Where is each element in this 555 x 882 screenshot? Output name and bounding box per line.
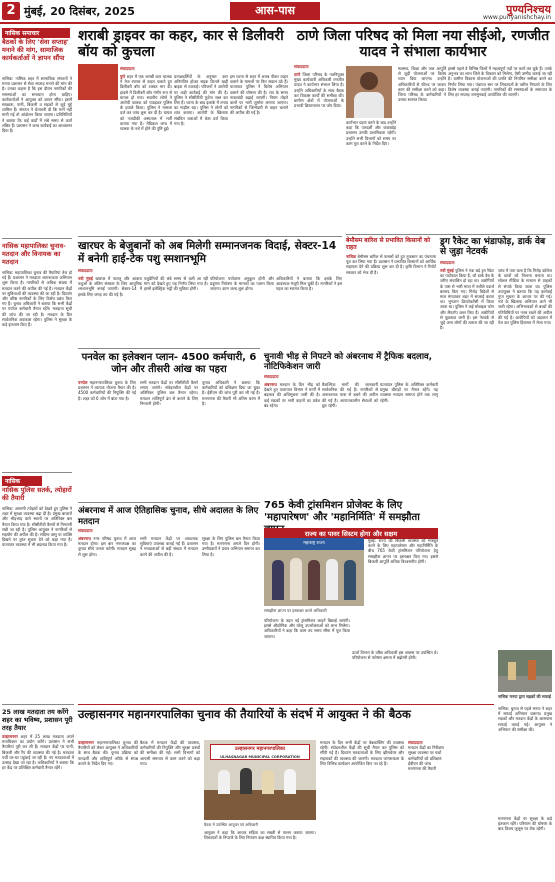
kharghar-body-1: नवी मुंबई खारघर में पालतू और आवारा पशुओं के अंतिम संस्कार के लिए आधुनिक श्मशानभूमि बनाई जाएगी। सेक्टर-14 में इसके लिए जगह तय की गई है। [78, 276, 142, 297]
kharghar-reporter: संवाददाता [78, 268, 93, 273]
kharghar-headline: खारघर के बेजुबानों को अब मिलेगी सम्मानजनक विदाई, सेक्टर-14 में बनेगी हाई-टेक पशु स्मशानभूमि [78, 240, 337, 265]
lead-body-2: प्रत्यक्षदर्शियों के अनुसार कार अनियंत्रित होकर सड़क किनारे खड़ी बाइक से टकराई। परिजनों ने आरोपी पर कड़ी कार्रवाई की मांग की है। पुलिस ने सीसीटीवी फुटेज जब्त कर लिए हैं। घटना के बाद इलाके में तनाव का माहौल रहा। पुलिस ने लोगों को शांत कराया। आरोपी के खिलाफ संबंधित धाराओं में केस दर्ज किया गया है। [174, 74, 228, 126]
divider [78, 502, 260, 503]
ulhas-reporter: संवाददाता [408, 740, 423, 745]
traffic-dateline: अंबरनाथ [264, 382, 277, 387]
divider [2, 472, 72, 473]
thane-body-4: इससे पहले वे विभिन्न जिलों में महत्वपूर्ण पदों पर कार्य कर चुके हैं। उनके अनुभव का लाभ जिले के विकास को मिलेगा, ऐसी उम्मीद जताई जा रही है। ग्रामीण विकास योजनाओं की प्रगति की नियमित समीक्षा करने का निर्णय लिया गया। पंचायत स्तर पर शिकायतों के त्वरित निपटारे के लिए विशेष व्यवस्था बनाई जाएगी। नागरिकों की समस्याओं के समाधान के लिए हर सप्ताह जनसुनवाई आयोजित की जाएगी। [448, 66, 552, 98]
drug-body-1: नवी मुंबई पुलिस ने एक बड़े ड्रग रैकेट का पर्दाफाश किया है, जो डार्क वेब के जरिए संचालित हो रहा था। आरोपियों के पास से भारी मात्रा में नशीले पदार्थ बरामद किए गए। गिरोह विदेशों से माल मंगवाकर शहर में सप्लाई करता था। भुगतान क्रिप्टोकरेंसी में किया जाता था। पुलिस ने कई मोबाइल फोन और लैपटॉप जब्त किए हैं। आरोपियों से पूछताछ जारी है। इस नेटवर्क से जुड़े अन्य लोगों की तलाश की जा रही है। [440, 268, 494, 331]
page-number: 2 [2, 2, 20, 20]
panvel-body-3: चुनाव अधिकारी ने बताया कि कर्मचारियों को प्रशिक्षण दिया जा चुका है। ईवीएम की जांच पूरी कर ली गई है। मतगणना की तैयारी भी अंतिम चरण में है। [202, 380, 260, 406]
brand-logo: पुण्यनिश्चय [506, 3, 551, 16]
ambernath-election-body-2: सभी मतदान केंद्रों पर आवश्यक सुविधाएं उपलब्ध कराई गई हैं। प्रशासन ने मतदाताओं से बड़ी संख्या में मतदान करने की अपील की है। [140, 536, 198, 557]
bmc-body: नासिक बेमौसम बारिश से फसलों को हुए नुकसान का पंचनामा पूरा कर लिया गया है। प्रशासन ने प्रभावित किसानों को आर्थिक सहायता देने की प्रक्रिया शुरू कर दी है। कृषि विभाग ने रिपोर्ट सरकार को भेज दी है। [346, 254, 436, 275]
nashik-body: नासिक: चुनाव से पहले मनपा ने शहर में सफाई अभियान चलाया। प्रमुख सड़कों और मतदान केंद्रों के आसपास सफाई कराई गई। आयुक्त ने अभियान की समीक्षा की। [498, 706, 552, 732]
ulhas-body-2: बैठक में मतदान केंद्रों की व्यवस्था, कर्मचारियों की नियुक्ति और सुरक्षा प्रबंधों की समीक्षा की गई। सभी विभागों को आपसी समन्वय से काम करने को कहा गया। [140, 740, 200, 766]
kharghar-dateline: नवी मुंबई [78, 276, 93, 281]
ulhas-point: कर्मचारियों को प्रशिक्षण [408, 755, 442, 761]
website-url: www.punyanishchay.in [483, 14, 551, 21]
nashik-photo [498, 650, 552, 692]
thane-body-1: ठाणे जिला परिषद के नवनियुक्त मुख्य कार्यकारी अधिकारी रणजीत यादव ने कार्यभार संभाल लिया है। उन्होंने अधिकारियों के साथ बैठक कर विकास कार्यों की समीक्षा की। ग्रामीण क्षेत्रों में योजनाओं के प्रभावी क्रियान्वयन पर जोर दिया। [294, 72, 344, 109]
traffic-reporter: संवाददाता [264, 374, 279, 379]
bottom-left-headline: 25 लाख मतदाता तय करेंगे शहर का भविष्य, प्रशासन पूरी तरह तैयार [2, 708, 73, 732]
left-tag-1: नासिक समाचार [2, 28, 70, 38]
panvel-dateline: पनवेल [78, 380, 88, 385]
left-brief-2-title: नासिक महापालिका चुनाव-मतदान और विनायक का मतदान [2, 242, 66, 266]
ulhas-point: मतगणना की तैयारी [408, 766, 437, 772]
drug-dateline: नवी मुंबई [440, 268, 454, 273]
drug-headline: ड्रग रैकेट का भंडाफोड़, डार्क वेब से जुड़ा नेटवर्क [440, 237, 546, 257]
thane-headline: ठाणे जिला परिषद को मिला नया सीईओ, रणजीत यादव ने संभाला कार्यभार [296, 28, 550, 60]
nashik-photo-caption: नासिक मनपा द्वारा सड़कों की सफाई [498, 694, 551, 699]
traffic-headline: चुनावी भीड़ से निपटने को अंबरनाथ में ट्रैफिक बदलाव, नोटिफिकेशन जारी [264, 352, 432, 372]
lead-reporter: संवाददाता [120, 66, 135, 71]
lead-photo-1 [78, 64, 118, 100]
bmc-headline: बेमौसम बारिश से प्रभावित किसानों को राहत [346, 237, 431, 251]
ambernath-election-reporter: संवाददाता [78, 528, 93, 533]
bmc-dateline: नासिक [346, 254, 357, 259]
ulhas-caption: बैठक में उपस्थित आयुक्त एवं अधिकारी [204, 822, 258, 827]
panvel-headline: पनवेल का इलेक्शन प्लान- 4500 कर्मचारी, 6 जोन और तीसरी आंख का पहरा [81, 352, 257, 375]
lead-dateline: पुणे [120, 74, 126, 79]
traffic-body-1: अंबरनाथ मतदान के दिन भीड़ को देखते हुए यातायात विभाग ने मार्गों में बदलाव की अधिसूचना जारी की है। कई सड़कों पर भारी वाहनों का प्रवेश बंद रहेगा। [264, 382, 320, 408]
lead-headline: शराबी ड्राइवर का कहर, कार से डिलीवरी बॉय को कुचला [78, 28, 284, 60]
power-banner: महाराष्ट्र राज्य [264, 538, 364, 550]
ulhas-point: सुरक्षा व्यवस्था पर चर्चा [408, 750, 442, 756]
lead-body-3: इस घटना से शहर में शराब पीकर वाहन चलाने के मामलों पर फिर सवाल उठे हैं। यातायात पुलिस ने विशेष अभियान चलाने की घोषणा की है। रात के समय नाकाबंदी बढ़ाई जाएगी। नियम तोड़ने वालों पर भारी जुर्माना लगाया जाएगा। नागरिकों से जिम्मेदारी से वाहन चलाने की अपील की गई है। [230, 74, 288, 116]
bottom-left-body: उल्हासनगर शहर में 25 लाख मतदाता अपने मताधिकार का प्रयोग करेंगे। प्रशासन ने सभी तैयारियां पूरी कर ली हैं। मतदान केंद्रों पर पानी, बिजली और रैंप की व्यवस्था की गई है। मतदाता पर्ची घर-घर पहुंचाई जा रही है। नए मतदाताओं में उत्साह देखा जा रहा है। अधिकारियों ने बताया कि हर केंद्र पर प्रशिक्षित कर्मचारी तैनात रहेंगे। [2, 734, 74, 771]
city-date: मुंबई, 20 दिसंबर, 2025 [24, 5, 135, 18]
thane-dateline: ठाणे [294, 72, 301, 77]
thane-body-3: स्वास्थ्य, शिक्षा और जल आपूर्ति से जुड़ी योजनाओं पर विशेष ध्यान दिया जाएगा। उन्होंने अधिकारियों से फील्ड पर जाकर काम की समीक्षा करने को कहा। जिला परिषद के कर्मचारियों ने उनका स्वागत किया। [398, 66, 446, 103]
left-brief-3-title: नासिक पुलिस सतर्क, त्योहारों की तैयारी [2, 486, 72, 502]
left-brief-1-body: नासिक: नासिक शहर में सामाजिक संगठनों ने मनपा प्रशासन से सेवा सप्ताह मनाने की मांग की है। उनका कहना है कि इस दौरान नागरिकों की समस्याओं का समाधान होना चाहिए। कार्यकर्ताओं ने आयुक्त को ज्ञापन सौंपा। इसमें स्वच्छता, पानी, बिजली व सड़कों से जुड़े मुद्दे शामिल हैं। संगठन ने चेतावनी दी कि मांगें नहीं मानी गईं तो आंदोलन किया जाएगा। प्रतिनिधियों ने बताया कि कई वार्डों में लंबे समय से कार्य लंबित हैं। प्रशासन ने जल्द कार्रवाई का आश्वासन दिया है। [2, 76, 72, 134]
ulhas-points [408, 740, 494, 878]
thane-body-2: कार्यभार ग्रहण करने के बाद उन्होंने कहा कि पारदर्शी और जवाबदेह प्रशासन उनकी प्राथमिकता रहेगी। उन्होंने सभी विभागों को समय पर काम पूरा करने के निर्देश दिए। [346, 120, 396, 146]
thane-reporter: संवाददाता [294, 64, 309, 69]
power-caption: समझौता ज्ञापन पर हस्ताक्षर करते अधिकारी [264, 608, 327, 613]
ulhas-dateline: उल्हासनगर [78, 740, 94, 745]
ulhas-body-4: मतदान के दिन सभी केंद्रों पर वेबकास्टिंग की व्यवस्था रहेगी। संवेदनशील केंद्रों की सूची तैयार कर पुलिस को सौंपी गई है। दिव्यांग मतदाताओं के लिए व्हीलचेयर और सहायकों की व्यवस्था की जाएगी। मतदाता जागरूकता के लिए विभिन्न कार्यक्रम आयोजित किए जा रहे हैं। [320, 740, 404, 766]
power-headline: 765 केवी ट्रांसमिशन प्रोजेक्ट के लिए 'महापारेषण' और 'महानिर्मिति' में समझौता [264, 500, 420, 523]
ambernath-election-dateline: अंबरनाथ [78, 536, 91, 541]
bottom-left-dateline: उल्हासनगर [2, 734, 18, 739]
power-photo [264, 538, 364, 606]
power-body-3: ऊर्जा विभाग के वरिष्ठ अधिकारी इस अवसर पर उपस्थित थे। परियोजना से पारेषण क्षमता में बढ़ोतरी होगी। [352, 650, 438, 661]
ulhas-body-1: उल्हासनगर महानगरपालिका चुनाव की तैयारियों को लेकर आयुक्त ने अधिकारियों के साथ बैठक की। चुनाव प्रक्रिया को पारदर्शी और शांतिपूर्ण तरीके से संपन्न कराने के निर्देश दिए गए। [78, 740, 138, 766]
divider [2, 238, 72, 239]
left-brief-2-body: नासिक: महापालिका चुनाव की तैयारियां तेज हो गई हैं। प्रशासन ने मतदाता जागरूकता अभियान शुरू किया है। नागरिकों से अधिक संख्या में मतदान करने की अपील की गई है। मतदान केंद्रों पर सुविधाओं की व्यवस्था की जा रही है। दिव्यांग और वरिष्ठ नागरिकों के लिए विशेष प्रबंध किए गए हैं। चुनाव अधिकारी ने बताया कि सभी केंद्रों पर पर्याप्त कर्मचारी तैनात रहेंगे। मतदाता सूची की जांच की जा रही है। मतदान के दिन सार्वजनिक अवकाश रहेगा। पुलिस ने सुरक्षा के कड़े इंतजाम किए हैं। [2, 270, 72, 328]
power-subbar: राज्य का पावर सिस्टम होगा और सक्षम [264, 528, 438, 539]
kharghar-body-2: पशुप्रेमियों की लंबे समय से चली आ रही मांग को देखते हुए यह निर्णय लिया गया है। इसमें इलेक्ट्रिक भट्टी की सुविधा होगी। [144, 276, 208, 292]
left-tag-3: नासिक [2, 476, 42, 486]
masthead [0, 0, 555, 24]
ulhas-banner-title: उल्हासनगर महानगरपालिका [234, 746, 286, 752]
drug-reporter: संवाददाता [440, 260, 455, 265]
ulhas-body-3: आयुक्त ने कहा कि आचार संहिता का सख्ती से पालन कराया जाएगा। शिकायतों के निपटारे के लिए नियंत्रण कक्ष स्थापित किया गया है। [204, 830, 316, 841]
traffic-body-2: वैकल्पिक मार्गों की जानकारी सार्वजनिक की गई है। नागरिकों से अनावश्यक यात्रा से बचने की अपील की गई है। आपातकालीन सेवाओं को छूट रहेगी। [322, 382, 378, 408]
traffic-body-3: यातायात पुलिस के अतिरिक्त कर्मचारी प्रमुख चौराहों पर तैनात रहेंगे। यह व्यवस्था मतदान समाप्त होने तक लागू रहेगी। [380, 382, 438, 403]
ulhas-photo [204, 740, 316, 820]
left-brief-1-title: बैठकों के लिए 'सेवा सप्ताह' मनाने की मांग, सामाजिक कार्यकर्ताओं ने ज्ञापन सौंपा [2, 38, 69, 62]
panvel-body-1: पनवेल महानगरपालिका चुनाव के लिए प्रशासन ने व्यापक योजना तैयार की है। 4500 कर्मचारियों की नियुक्ति की गई है। शहर को 6 जोन में बांटा गया है। [78, 380, 136, 401]
power-body-1: मुंबई: राज्य की बिजली व्यवस्था को मजबूत करने के लिए महापारेषण और महानिर्मिति के बीच 765 केवी ट्रांसमिशन परियोजना हेतु समझौता ज्ञापन पर हस्ताक्षर किए गए। इससे बिजली आपूर्ति अधिक विश्वसनीय होगी। [368, 538, 438, 564]
section-title: आस-पास [230, 2, 320, 20]
ambernath-election-body-3: सुरक्षा के लिए पुलिस बल तैनात किया गया है। मतगणना अगले दिन होगी। उम्मीदवारों ने प्रचार अभियान समाप्त कर लिया है। [202, 536, 260, 557]
kharghar-body-3: परियोजना पर्यावरण अनुकूल होगी और प्रदूषण नियंत्रण के मानकों का पालन किया जाएगा। काम जल्द शुरू होगा। [210, 276, 274, 292]
drug-body-2: जांच में पता चला है कि गिरोह कॉलेज के छात्रों को निशाना बनाता था। सोशल मीडिया के माध्यम से ग्राहकों से संपर्क किया जाता था। पुलिस उपायुक्त ने बताया कि यह कार्रवाई गुप्त सूचना के आधार पर की गई। नशे के खिलाफ अभियान आगे भी जारी रहेगा। अभिभावकों से बच्चों की गतिविधियों पर नजर रखने की अपील की गई है। आरोपियों को अदालत में पेश कर पुलिस हिरासत में भेजा गया। [498, 268, 552, 326]
divider [78, 348, 260, 349]
ambernath-election-headline: अंबरनाथ में आज ऐतिहासिक चुनाव, सीधे अदालत के लिए मतदान [78, 506, 259, 527]
thane-ceo-photo [346, 66, 392, 118]
power-body-2: परियोजना के तहत नई ट्रांसमिशन लाइनें बिछाई जाएंगी। इससे औद्योगिक और घरेलू उपभोक्ताओं को लाभ मिलेगा। अधिकारियों ने कहा कि काम तय समय सीमा में पूरा किया जाएगा। [264, 618, 350, 639]
lead-body-1: पुणे शहर में एक शराबी कार चालक ने तेज रफ्तार से वाहन चलाते हुए डिलीवरी बॉय को टक्कर मार दी। हादसे में डिलीवरी बॉय गंभीर रूप से घायल हो गया। स्थानीय लोगों ने आरोपी चालक को पकड़कर पुलिस के हवाले किया। पुलिस ने मामला दर्ज कर जांच शुरू कर दी है। घायल को नजदीकी अस्पताल में भर्ती कराया गया है। मेडिकल जांच में चालक के नशे में होने की पुष्टि हुई। [120, 74, 172, 132]
divider [78, 236, 342, 237]
right-bottom-body: मतगणना केंद्रों पर सुरक्षा के कड़े इंतजाम रहेंगे। परिणाम की घोषणा के बाद विजय जुलूस पर रोक रहेगी। [498, 816, 552, 832]
divider [346, 234, 552, 235]
panvel-body-2: सभी मतदान केंद्रों पर सीसीटीवी कैमरे लगाए जाएंगे। संवेदनशील केंद्रों पर अतिरिक्त पुलिस बल तैनात रहेगा। मतदान शांतिपूर्ण ढंग से कराने के लिए निगरानी होगी। [140, 380, 198, 406]
ulhas-banner-sub: ULHASNAGAR MUNICIPAL CORPORATION [220, 755, 300, 759]
divider [78, 704, 494, 705]
ambernath-election-body-1: अंबरनाथ नगर परिषद चुनाव में आज मतदान होगा। इस बार नगराध्यक्ष का चुनाव सीधे जनता करेगी। मतदान सुबह से शुरू होगा। [78, 536, 136, 557]
divider [2, 704, 74, 705]
ulhas-headline: उल्हासनगर महानगरपालिका चुनाव की तैयारियों के संदर्भ में आयुक्त ने की बैठक [78, 707, 411, 721]
left-brief-3-body: नासिक: आगामी त्योहारों को देखते हुए पुलिस ने शहर में सुरक्षा व्यवस्था बढ़ा दी है। प्रमुख बाजारों और भीड़भाड़ वाले स्थानों पर अतिरिक्त बल तैनात किया गया है। सीसीटीवी कैमरों से निगरानी रखी जा रही है। पुलिस आयुक्त ने नागरिकों से सहयोग की अपील की है। संदिग्ध वस्तु या व्यक्ति दिखने पर तुरंत सूचना देने को कहा गया है। यातायात व्यवस्था में भी बदलाव किया गया है। [2, 506, 72, 548]
ulhas-point: मतदान केंद्रों का निरीक्षण [408, 745, 444, 751]
kharghar-body-4: अधिकारियों ने बताया कि इसके लिए आवश्यक मंजूरी मिल चुकी है। नागरिकों ने इस पहल का स्वागत किया है। [276, 276, 342, 292]
ulhas-banner [210, 744, 310, 760]
ulhas-point: ईवीएम की जांच [408, 760, 432, 766]
